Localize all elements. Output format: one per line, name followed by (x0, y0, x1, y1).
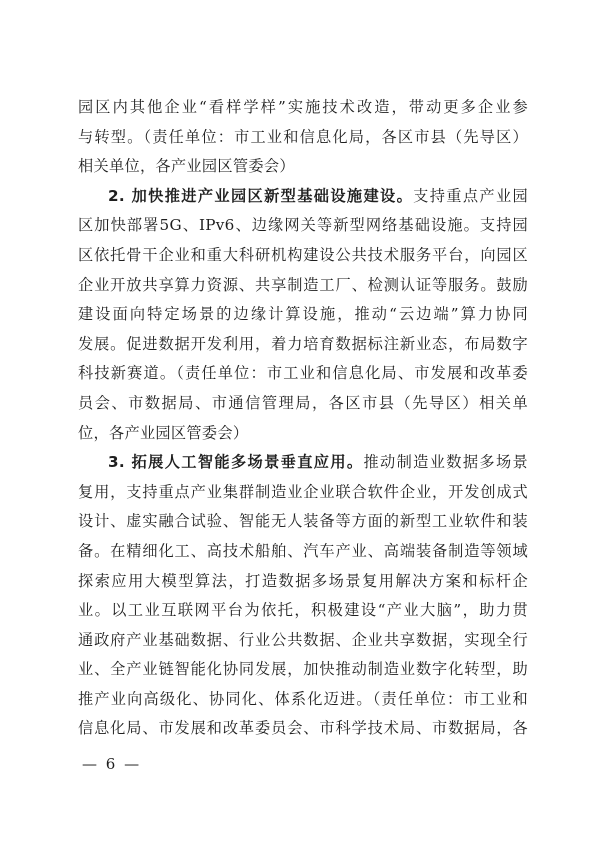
text-line: 设计、虚实融合试验、智能无人装备等方面的新型工业软件和装 (78, 512, 528, 531)
text-fragment: 支持重点产业园 (413, 186, 528, 205)
text-line: 探索应用大模型算法，打造数据多场景复用解决方案和标杆企 (78, 571, 528, 590)
text-line: 业、全产业链智能化协同发展，加快推动制造业数字化转型，助 (78, 660, 528, 679)
text-line: 员会、市数据局、市通信管理局，各区市县（先导区）相关单 (78, 393, 528, 412)
text-line: 企业开放共享算力资源、共享制造工厂、检测认证等服务。鼓励 (78, 275, 528, 294)
text-line: 推产业向高级化、协同化、体系化迈进。（责任单位：市工业和 (78, 689, 528, 708)
body-text (78, 93, 528, 744)
text-line: 与转型。（责任单位：市工业和信息化局，各区市县（先导区） (78, 127, 528, 146)
text-line (78, 448, 528, 478)
text-line: 备。在精细化工、高技术船舶、汽车产业、高端装备制造等领域 (78, 541, 528, 560)
text-fragment: 推动制造业数据多场景 (363, 453, 528, 472)
text-line: 科技新赛道。（责任单位：市工业和信息化局、市发展和改革委 (78, 364, 528, 383)
text-line (78, 182, 528, 212)
text-line: 通政府产业基础数据、行业公共数据、企业共享数据，实现全行 (78, 630, 528, 649)
page-number: — 6 — (82, 755, 142, 773)
text-line: 发展。促进数据开发利用，着力培育数据标注新业态，布局数字 (78, 334, 528, 353)
text-line: 业。以工业互联网平台为依托，积极建设“产业大脑”，助力贯 (78, 601, 528, 620)
text-line: 信息化局、市发展和改革委员会、市科学技术局、市数据局，各 (78, 719, 528, 738)
text-line: 相关单位，各产业园区管委会） (78, 157, 295, 176)
section-heading-2: 2. 加快推进产业园区新型基础设施建设。 (108, 186, 414, 205)
text-line: 位，各产业园区管委会） (78, 423, 249, 442)
text-line: 园区内其他企业“看样学样”实施技术改造，带动更多企业参 (78, 98, 528, 116)
section-heading-3: 3. 拓展人工智能多场景垂直应用。 (108, 453, 364, 472)
text-line: 建设面向特定场景的边缘计算设施，推动“云边端”算力协同 (78, 305, 528, 324)
text-line: 复用，支持重点产业集群制造业企业联合软件企业，开发创成式 (78, 482, 528, 501)
text-line: 区依托骨干企业和重大科研机构建设公共技术服务平台，向园区 (78, 245, 528, 264)
text-line: 区加快部署5G、IPv6、边缘网关等新型网络基础设施。支持园 (78, 216, 528, 235)
